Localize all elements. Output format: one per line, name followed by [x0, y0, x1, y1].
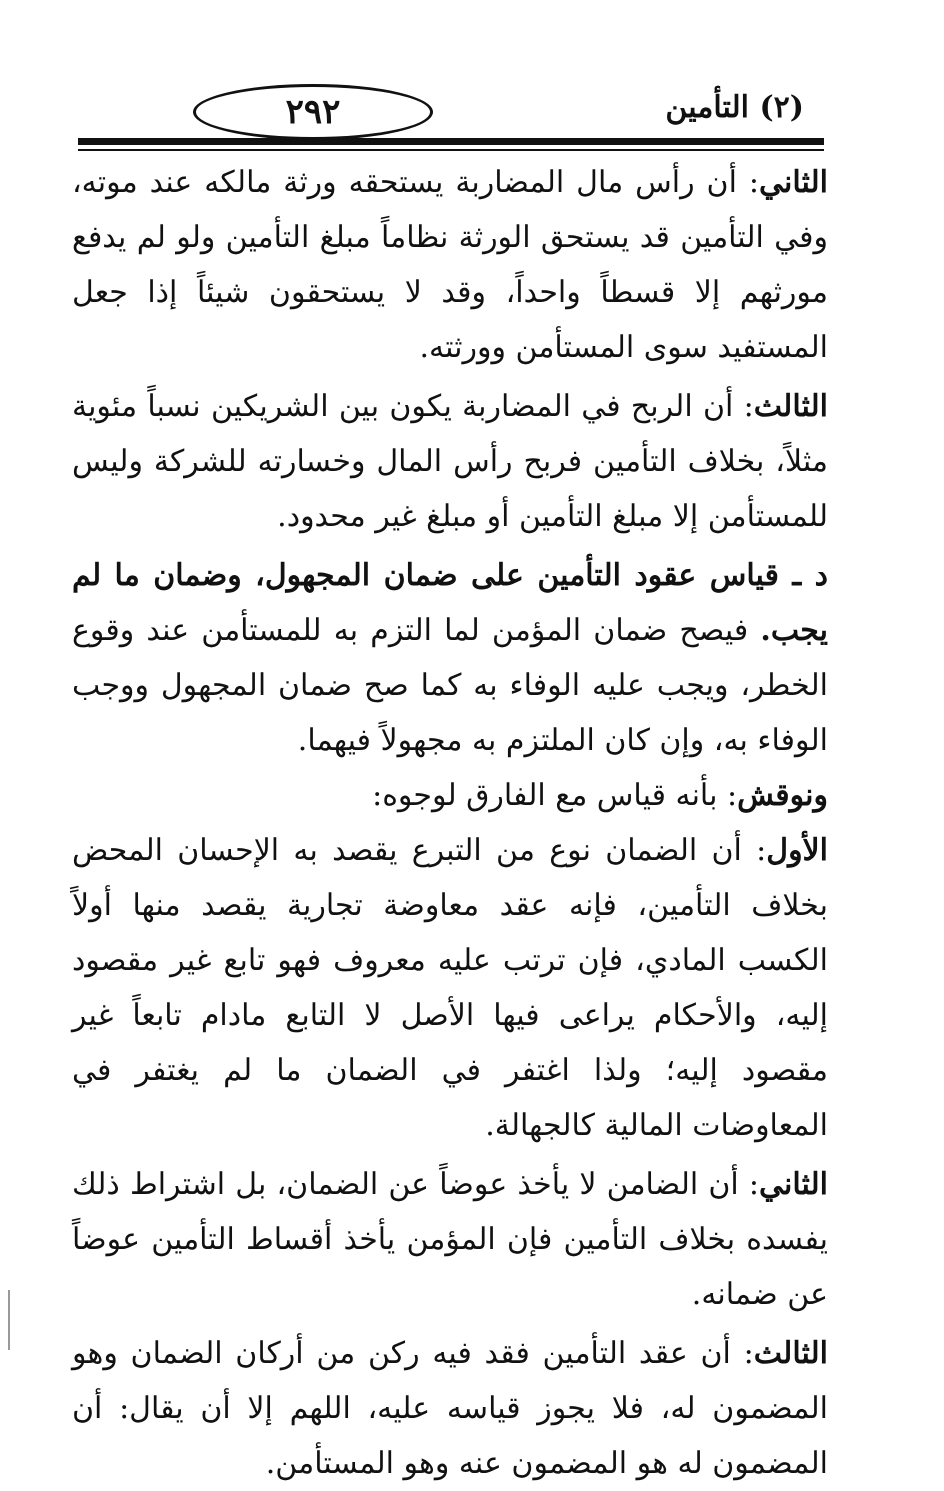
- paragraph-text: : أن عقد التأمين فقد فيه ركن من أركان الضمان وهو المضمون له، فلا يجوز قياسه عليه، اللهم إلا أن يقال: أن المضمون له هو المضمون عنه وهو المستأمن.: [72, 1336, 828, 1481]
- paragraph: [72, 548, 828, 768]
- paragraph: [72, 1157, 828, 1322]
- page-number: ٢٩٢: [193, 84, 433, 140]
- paragraph-lead: الثاني: [758, 165, 828, 200]
- paragraph: [72, 768, 828, 823]
- paragraph: [72, 155, 828, 375]
- paragraph-lead: الأول: [766, 833, 828, 868]
- running-title: (٢) التأمين: [665, 90, 804, 125]
- paragraph-text: فيصح ضمان المؤمن لما التزم به للمستأمن عند وقوع الخطر، ويجب عليه الوفاء به كما صح ضمان المجهول ووجب الوفاء به، وإن كان الملتزم به مجهولاً فيهما.: [72, 613, 828, 758]
- paragraph-text: : أن الربح في المضاربة يكون بين الشريكين نسباً مئوية مثلاً، بخلاف التأمين فربح رأس المال وخسارته للشركة وليس للمستأمن إلا مبلغ التأمين أو مبلغ غير محدود.: [72, 389, 828, 534]
- paragraph-text: : أن الضمان نوع من التبرع يقصد به الإحسان المحض بخلاف التأمين، فإنه عقد معاوضة تجارية يقصد منها أولاً الكسب المادي، فإن ترتب عليه معروف فهو تابع غير مقصود إليه، والأحكام يراعى فيها الأصل لا التابع مادام تابعاً غير مقصود إليه؛ ولذا اغتفر في الضمان ما لم يغتفر في المعاوضات المالية كالجهالة.: [72, 833, 828, 1143]
- header-rule-thick: [78, 138, 824, 145]
- page-body: [72, 155, 828, 1491]
- paragraph: [72, 823, 828, 1153]
- paragraph: [72, 1326, 828, 1491]
- paragraph-text: : بأنه قياس مع الفارق لوجوه:: [372, 778, 738, 813]
- paragraph-text: : أن الضامن لا يأخذ عوضاً عن الضمان، بل اشتراط ذلك يفسده بخلاف التأمين فإن المؤمن يأخذ أقساط التأمين عوضاً عن ضمانه.: [72, 1167, 828, 1312]
- paragraph-lead: ونوقش: [737, 778, 828, 813]
- paragraph: [72, 379, 828, 544]
- paragraph-lead: الثالث: [753, 1336, 828, 1371]
- paragraph-lead: د ـ قياس عقود التأمين على ضمان المجهول، وضمان ما لم يجب.: [72, 558, 828, 648]
- paragraph-lead: الثالث: [753, 389, 828, 424]
- header-rule-thin: [78, 149, 824, 151]
- paragraph-text: : أن رأس مال المضاربة يستحقه ورثة مالكه عند موته، وفي التأمين قد يستحق الورثة نظاماً مبلغ التأمين ولو لم يدفع مورثهم إلا قسطاً واحداً، وقد لا يستحقون شيئاً إذا جعل المستفيد سوى المستأمن وورثته.: [72, 165, 828, 365]
- scan-margin-mark: [8, 1290, 10, 1350]
- paragraph-lead: الثاني: [758, 1167, 828, 1202]
